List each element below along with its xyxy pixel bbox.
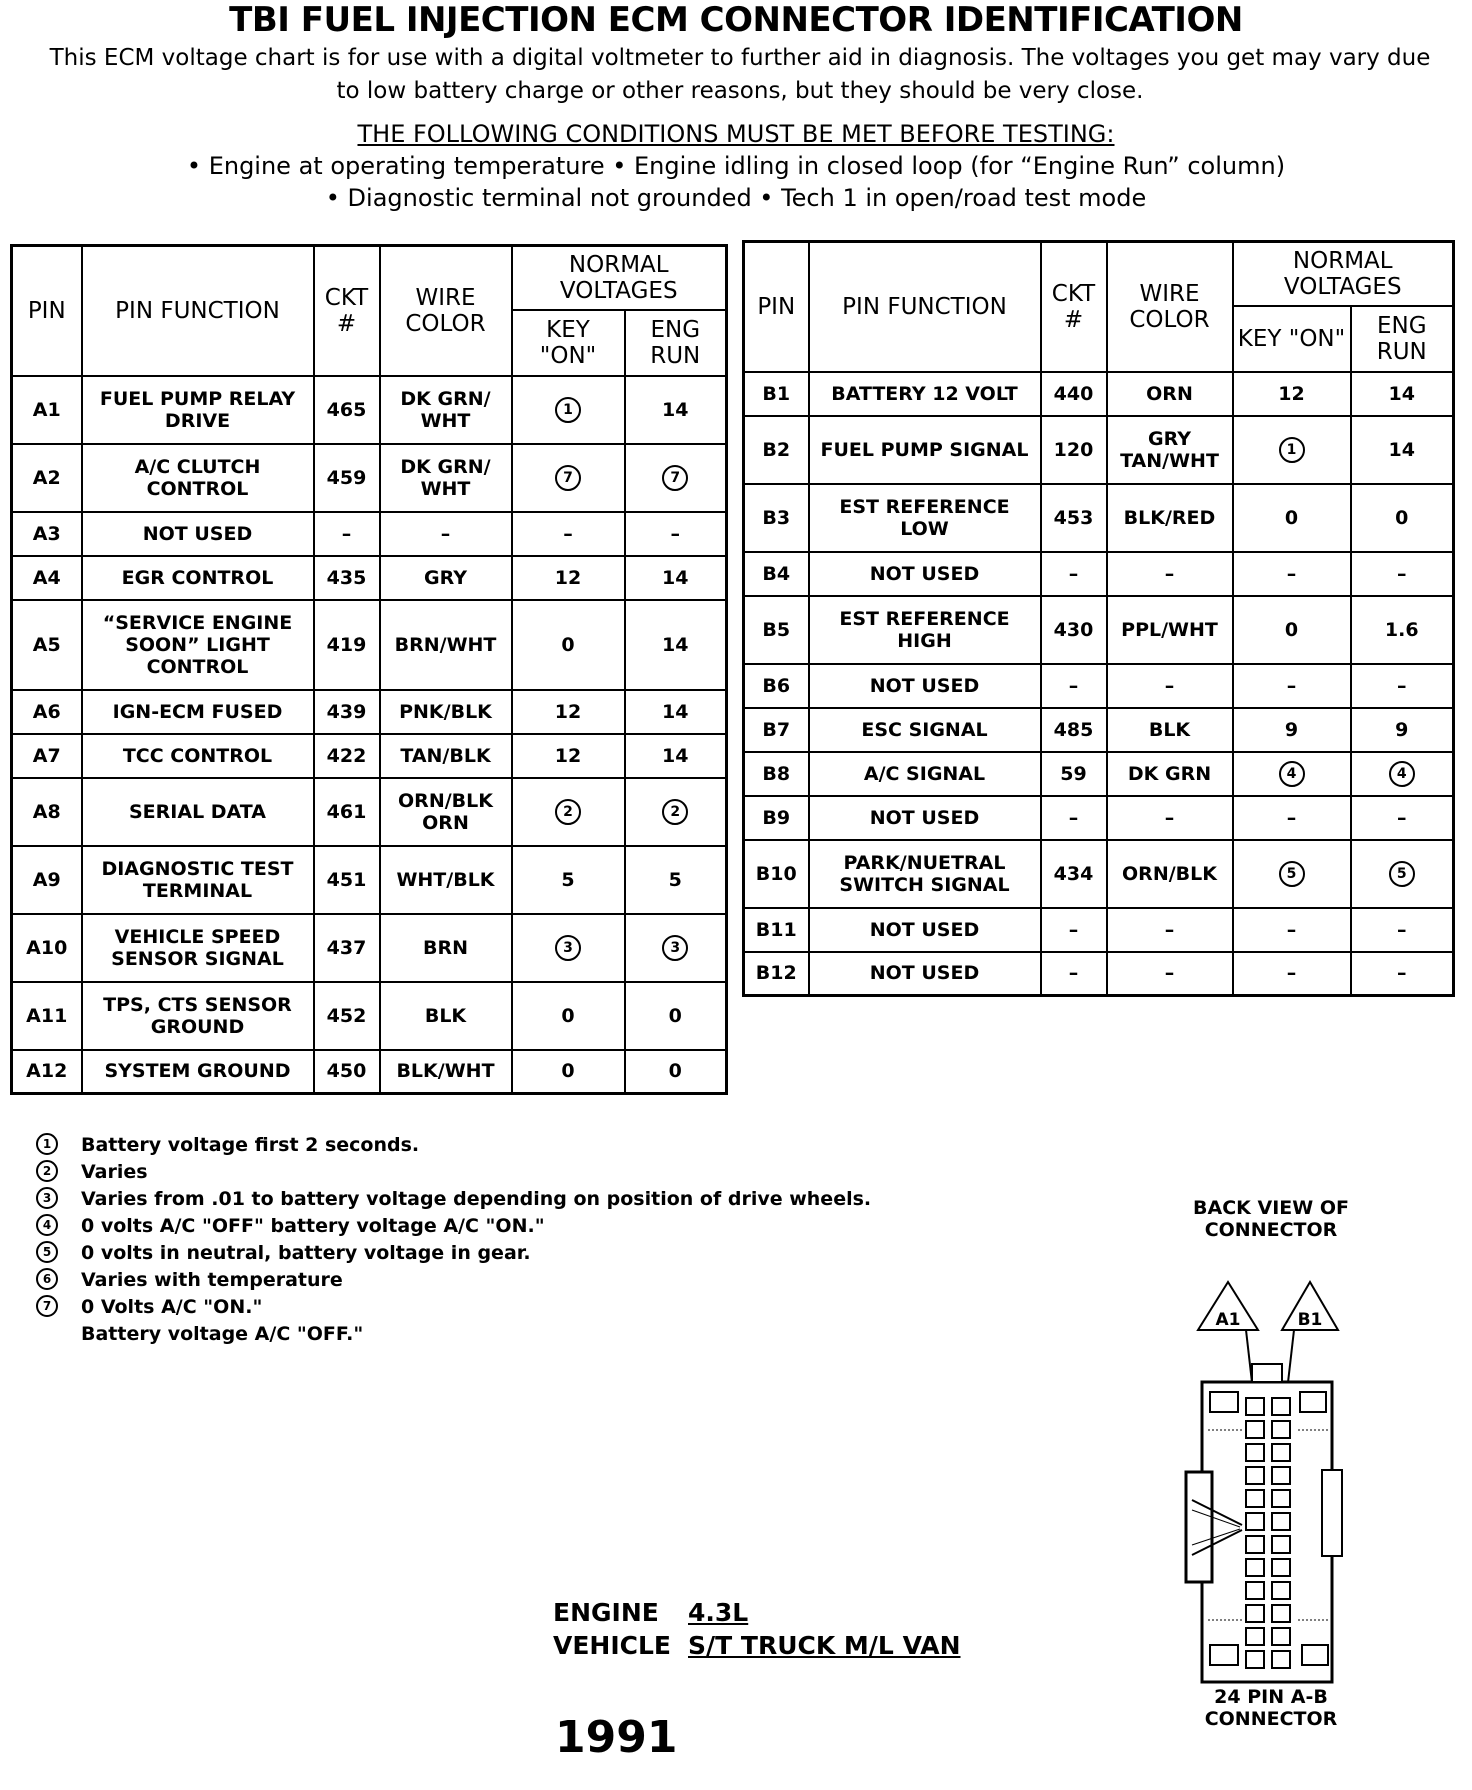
marker-a1-label: A1 <box>1215 1310 1241 1330</box>
ckt-cell: – <box>1041 908 1107 952</box>
wire-color-cell: GRY TAN/WHT <box>1107 416 1233 484</box>
ckt-cell: 419 <box>314 600 380 690</box>
pin-function-cell: IGN-ECM FUSED <box>82 690 314 734</box>
pin-function-cell: EGR CONTROL <box>82 556 314 600</box>
ckt-cell: – <box>1041 552 1107 596</box>
ckt-cell: – <box>1041 664 1107 708</box>
pin-function-cell: NOT USED <box>809 952 1041 996</box>
ckt-cell: 485 <box>1041 708 1107 752</box>
key-on-cell: 5 <box>512 846 625 914</box>
engine-value: 4.3L <box>688 1598 749 1627</box>
table-row <box>744 596 1454 664</box>
wire-color-cell: – <box>1107 952 1233 996</box>
eng-run-cell: 14 <box>1351 372 1454 416</box>
footnote-item <box>36 1132 936 1159</box>
wire-color-cell: GRY <box>380 556 512 600</box>
eng-run-cell: – <box>1351 552 1454 596</box>
header-key-on: KEY "ON" <box>1233 306 1351 372</box>
ckt-cell: 451 <box>314 846 380 914</box>
table-row <box>744 840 1454 908</box>
footnote-text: 0 volts A/C "OFF" battery voltage A/C "ON." <box>81 1215 545 1237</box>
ckt-cell: 461 <box>314 778 380 846</box>
table-row <box>12 778 727 846</box>
eng-run-cell: – <box>1351 664 1454 708</box>
table-row <box>12 982 727 1050</box>
back-view-label: BACK VIEW OF CONNECTOR <box>1193 1197 1349 1241</box>
table-row <box>744 552 1454 596</box>
key-on-cell: – <box>1233 664 1351 708</box>
eng-run-cell: – <box>1351 796 1454 840</box>
pin-function-cell: NOT USED <box>809 908 1041 952</box>
pin-cell: B9 <box>744 796 809 840</box>
wire-color-cell: ORN/BLK ORN <box>380 778 512 846</box>
header-normal-voltages: NORMAL VOLTAGES <box>1233 242 1454 306</box>
note-ref-icon: 7 <box>662 465 688 491</box>
connector-label: 24 PIN A-B CONNECTOR <box>1204 1686 1338 1730</box>
table-row <box>744 708 1454 752</box>
key-on-cell <box>512 376 625 444</box>
pin-cavity <box>1246 1467 1264 1484</box>
footnote-item <box>36 1267 936 1294</box>
table-row <box>744 752 1454 796</box>
table-row <box>12 690 727 734</box>
key-on-cell <box>512 778 625 846</box>
pin-cell: A8 <box>12 778 82 846</box>
header-wire-color: WIRE COLOR <box>380 246 512 376</box>
footnote-number-icon: 4 <box>36 1214 58 1236</box>
ckt-cell: 430 <box>1041 596 1107 664</box>
pin-cell: B1 <box>744 372 809 416</box>
eng-run-cell <box>1351 840 1454 908</box>
key-on-cell: 12 <box>1233 372 1351 416</box>
eng-run-cell: 9 <box>1351 708 1454 752</box>
pin-function-cell: SYSTEM GROUND <box>82 1050 314 1094</box>
wire-color-cell: – <box>1107 908 1233 952</box>
wire-color-cell: DK GRN/ WHT <box>380 376 512 444</box>
eng-run-cell: – <box>625 512 727 556</box>
key-on-cell: 12 <box>512 690 625 734</box>
wire-color-cell: – <box>380 512 512 556</box>
ckt-cell: 434 <box>1041 840 1107 908</box>
ckt-cell: – <box>1041 796 1107 840</box>
key-on-cell: 0 <box>1233 596 1351 664</box>
key-on-cell: – <box>1233 552 1351 596</box>
header-ckt: CKT # <box>1041 242 1107 372</box>
footnote-text: Battery voltage A/C "OFF." <box>81 1323 364 1345</box>
ckt-cell: 120 <box>1041 416 1107 484</box>
header-wire-color: WIRE COLOR <box>1107 242 1233 372</box>
pin-cell: A3 <box>12 512 82 556</box>
key-on-cell <box>1233 416 1351 484</box>
wire-color-cell: TAN/BLK <box>380 734 512 778</box>
footnote-text: Battery voltage first 2 seconds. <box>81 1134 420 1156</box>
key-on-cell: – <box>1233 796 1351 840</box>
wire-color-cell: PNK/BLK <box>380 690 512 734</box>
vehicle-label: VEHICLE <box>553 1631 672 1660</box>
key-on-cell: 12 <box>512 556 625 600</box>
pin-cell: B4 <box>744 552 809 596</box>
table-row <box>12 914 727 982</box>
table-row <box>744 484 1454 552</box>
table-row <box>12 376 727 444</box>
header-normal-voltages: NORMAL VOLTAGES <box>512 246 727 310</box>
wire-color-cell: BLK <box>1107 708 1233 752</box>
pin-cavity <box>1246 1513 1264 1530</box>
wire-color-cell: – <box>1107 796 1233 840</box>
table-row <box>12 444 727 512</box>
pin-cell: B7 <box>744 708 809 752</box>
vehicle-value: S/T TRUCK M/L VAN <box>688 1631 961 1660</box>
ckt-cell: 452 <box>314 982 380 1050</box>
pin-cell: A2 <box>12 444 82 512</box>
table-row <box>744 796 1454 840</box>
ckt-cell: 422 <box>314 734 380 778</box>
pin-function-cell: FUEL PUMP SIGNAL <box>809 416 1041 484</box>
footnote-number-icon: 2 <box>36 1160 58 1182</box>
note-ref-icon: 1 <box>555 397 581 423</box>
pin-cell: A6 <box>12 690 82 734</box>
pin-cell: A5 <box>12 600 82 690</box>
pin-function-cell: A/C SIGNAL <box>809 752 1041 796</box>
pin-function-cell: EST REFERENCE LOW <box>809 484 1041 552</box>
note-ref-icon: 3 <box>555 935 581 961</box>
pin-function-cell: NOT USED <box>82 512 314 556</box>
header-ckt: CKT # <box>314 246 380 376</box>
pin-function-cell: NOT USED <box>809 552 1041 596</box>
pin-table-b <box>742 240 1455 997</box>
wire-color-cell: ORN <box>1107 372 1233 416</box>
eng-run-cell: 0 <box>1351 484 1454 552</box>
pin-cell: B6 <box>744 664 809 708</box>
conditions-line-1: • Engine at operating temperature • Engine idling in closed loop (for “Engine Run” column) <box>186 152 1286 180</box>
header-pin: PIN <box>12 246 82 376</box>
pin-cavity <box>1246 1559 1264 1576</box>
pin-function-cell: BATTERY 12 VOLT <box>809 372 1041 416</box>
ckt-cell: 465 <box>314 376 380 444</box>
ckt-cell: – <box>314 512 380 556</box>
key-on-cell: 12 <box>512 734 625 778</box>
wire-color-cell: BRN <box>380 914 512 982</box>
pin-cell: B10 <box>744 840 809 908</box>
wire-color-cell: DK GRN/ WHT <box>380 444 512 512</box>
eng-run-cell: – <box>1351 908 1454 952</box>
pin-cell: B12 <box>744 952 809 996</box>
key-on-cell: 0 <box>512 982 625 1050</box>
wire-color-cell: – <box>1107 552 1233 596</box>
page-title: TBI FUEL INJECTION ECM CONNECTOR IDENTIFICATION <box>229 0 1243 40</box>
pin-cavity <box>1246 1651 1264 1668</box>
note-ref-icon: 5 <box>1279 861 1305 887</box>
table-row <box>12 600 727 690</box>
marker-b1-label: B1 <box>1297 1310 1323 1330</box>
pin-cell: A11 <box>12 982 82 1050</box>
pin-function-cell: A/C CLUTCH CONTROL <box>82 444 314 512</box>
key-on-cell: 0 <box>512 1050 625 1094</box>
conditions-heading: THE FOLLOWING CONDITIONS MUST BE MET BEFORE TESTING: <box>357 120 1115 148</box>
table-row <box>12 734 727 778</box>
pin-cavity <box>1272 1559 1290 1576</box>
eng-run-cell: 14 <box>625 734 727 778</box>
footnote-text: 0 volts in neutral, battery voltage in gear. <box>81 1242 531 1264</box>
pin-cell: B8 <box>744 752 809 796</box>
eng-run-cell: 14 <box>625 600 727 690</box>
pin-cavity <box>1246 1444 1264 1461</box>
wire-color-cell: BRN/WHT <box>380 600 512 690</box>
pin-function-cell: NOT USED <box>809 664 1041 708</box>
connector-body-icon <box>1186 1364 1342 1682</box>
header-pin: PIN <box>744 242 809 372</box>
footnote-item <box>36 1321 936 1348</box>
note-ref-icon: 5 <box>1389 861 1415 887</box>
table-row <box>12 846 727 914</box>
key-on-cell: 0 <box>1233 484 1351 552</box>
ckt-cell: 59 <box>1041 752 1107 796</box>
pin-function-cell: TPS, CTS SENSOR GROUND <box>82 982 314 1050</box>
pin-function-cell: SERIAL DATA <box>82 778 314 846</box>
pin-cavity <box>1272 1536 1290 1553</box>
table-row <box>744 908 1454 952</box>
footnote-number-icon: 1 <box>36 1133 58 1155</box>
footnote-item <box>36 1213 936 1240</box>
wire-color-cell: WHT/BLK <box>380 846 512 914</box>
pin-cell: A4 <box>12 556 82 600</box>
intro-text: This ECM voltage chart is for use with a digital voltmeter to further aid in diagnosis. The voltages you get may vary due to low battery charge or other reasons, but they should be very close. <box>49 45 1431 104</box>
year: 1991 <box>555 1712 678 1763</box>
eng-run-cell: 14 <box>625 376 727 444</box>
footnote-number-icon: 3 <box>36 1187 58 1209</box>
pin-cavity <box>1272 1398 1290 1415</box>
table-row <box>12 556 727 600</box>
pin-cavity <box>1246 1628 1264 1645</box>
ckt-cell: 439 <box>314 690 380 734</box>
key-on-cell: 0 <box>512 600 625 690</box>
eng-run-cell: 5 <box>625 846 727 914</box>
table-row <box>12 512 727 556</box>
wire-color-cell: BLK <box>380 982 512 1050</box>
pin-cavity <box>1246 1605 1264 1622</box>
eng-run-cell: 14 <box>625 556 727 600</box>
footnote-text: Varies with temperature <box>81 1269 343 1291</box>
note-ref-icon: 3 <box>662 935 688 961</box>
pin-function-cell: NOT USED <box>809 796 1041 840</box>
pin-cavity <box>1246 1582 1264 1599</box>
table-row <box>12 1050 727 1094</box>
pin-function-cell: FUEL PUMP RELAY DRIVE <box>82 376 314 444</box>
ckt-cell: 450 <box>314 1050 380 1094</box>
wire-color-cell: ORN/BLK <box>1107 840 1233 908</box>
engine-label: ENGINE <box>553 1598 659 1627</box>
table-row <box>744 952 1454 996</box>
pin-function-cell: TCC CONTROL <box>82 734 314 778</box>
footnote-item <box>36 1159 936 1186</box>
footnotes <box>36 1132 936 1348</box>
ckt-cell: – <box>1041 952 1107 996</box>
wire-color-cell: PPL/WHT <box>1107 596 1233 664</box>
pin-cavity <box>1272 1582 1290 1599</box>
table-row <box>744 372 1454 416</box>
pin-cavity <box>1272 1513 1290 1530</box>
pin-function-cell: DIAGNOSTIC TEST TERMINAL <box>82 846 314 914</box>
pin-cell: A1 <box>12 376 82 444</box>
conditions-line-2: • Diagnostic terminal not grounded • Tech 1 in open/road test mode <box>325 184 1147 212</box>
wire-color-cell: BLK/RED <box>1107 484 1233 552</box>
pin-function-cell: “SERVICE ENGINE SOON” LIGHT CONTROL <box>82 600 314 690</box>
note-ref-icon: 2 <box>555 799 581 825</box>
eng-run-cell: 1.6 <box>1351 596 1454 664</box>
pin-table-a <box>10 244 728 1095</box>
pin-cavity <box>1272 1628 1290 1645</box>
key-on-cell <box>1233 840 1351 908</box>
note-ref-icon: 7 <box>555 465 581 491</box>
footnote-number-icon: 5 <box>36 1241 58 1263</box>
pin-cell: A7 <box>12 734 82 778</box>
pin-cavity <box>1246 1490 1264 1507</box>
pin-function-cell: ESC SIGNAL <box>809 708 1041 752</box>
wire-color-cell: BLK/WHT <box>380 1050 512 1094</box>
pin-cavity <box>1272 1421 1290 1438</box>
key-on-cell: 9 <box>1233 708 1351 752</box>
wire-color-cell: – <box>1107 664 1233 708</box>
ckt-cell: 453 <box>1041 484 1107 552</box>
key-on-cell: – <box>1233 952 1351 996</box>
ckt-cell: 440 <box>1041 372 1107 416</box>
eng-run-cell <box>625 914 727 982</box>
pin-cavity <box>1246 1536 1264 1553</box>
pin-cell: B5 <box>744 596 809 664</box>
footnote-text: Varies from .01 to battery voltage depending on position of drive wheels. <box>81 1188 872 1210</box>
pin-cell: A10 <box>12 914 82 982</box>
header-eng-run: ENG RUN <box>625 310 727 376</box>
key-on-cell <box>1233 752 1351 796</box>
pin-cell: B11 <box>744 908 809 952</box>
pin-cell: A9 <box>12 846 82 914</box>
key-on-cell <box>512 914 625 982</box>
footnote-item <box>36 1240 936 1267</box>
key-on-cell: – <box>1233 908 1351 952</box>
connector-diagram <box>1180 1280 1370 1685</box>
pin-cavity <box>1272 1605 1290 1622</box>
pin-function-cell: PARK/NUETRAL SWITCH SIGNAL <box>809 840 1041 908</box>
header-pin-function: PIN FUNCTION <box>809 242 1041 372</box>
footnote-number-icon: 6 <box>36 1268 58 1290</box>
pin-function-cell: VEHICLE SPEED SENSOR SIGNAL <box>82 914 314 982</box>
table-row <box>744 416 1454 484</box>
pin-cavity <box>1272 1467 1290 1484</box>
header-eng-run: ENG RUN <box>1351 306 1454 372</box>
pin-cavity <box>1246 1398 1264 1415</box>
pin-cavity <box>1272 1651 1290 1668</box>
footnote-number-icon: 7 <box>36 1295 58 1317</box>
footnote-text: 0 Volts A/C "ON." <box>81 1296 263 1318</box>
pin-cell: A12 <box>12 1050 82 1094</box>
wire-color-cell: DK GRN <box>1107 752 1233 796</box>
ckt-cell: 459 <box>314 444 380 512</box>
eng-run-cell <box>625 444 727 512</box>
pin-cavity <box>1246 1421 1264 1438</box>
engine-vehicle-block <box>553 1596 961 1662</box>
eng-run-cell: 0 <box>625 1050 727 1094</box>
eng-run-cell: 0 <box>625 982 727 1050</box>
key-on-cell <box>512 444 625 512</box>
ckt-cell: 437 <box>314 914 380 982</box>
ckt-cell: 435 <box>314 556 380 600</box>
table-row <box>744 664 1454 708</box>
eng-run-cell <box>625 778 727 846</box>
eng-run-cell: 14 <box>1351 416 1454 484</box>
pin-cell: B2 <box>744 416 809 484</box>
pin-cavity <box>1272 1444 1290 1461</box>
footnote-item <box>36 1186 936 1213</box>
pin-function-cell: EST REFERENCE HIGH <box>809 596 1041 664</box>
note-ref-icon: 4 <box>1389 761 1415 787</box>
footnote-item <box>36 1294 936 1321</box>
pin-cell: B3 <box>744 484 809 552</box>
header-key-on: KEY "ON" <box>512 310 625 376</box>
key-on-cell: – <box>512 512 625 556</box>
eng-run-cell <box>1351 752 1454 796</box>
note-ref-icon: 2 <box>662 799 688 825</box>
note-ref-icon: 1 <box>1279 437 1305 463</box>
eng-run-cell: – <box>1351 952 1454 996</box>
pin-cavity <box>1272 1490 1290 1507</box>
eng-run-cell: 14 <box>625 690 727 734</box>
footnote-text: Varies <box>81 1161 148 1183</box>
header-pin-function: PIN FUNCTION <box>82 246 314 376</box>
note-ref-icon: 4 <box>1279 761 1305 787</box>
